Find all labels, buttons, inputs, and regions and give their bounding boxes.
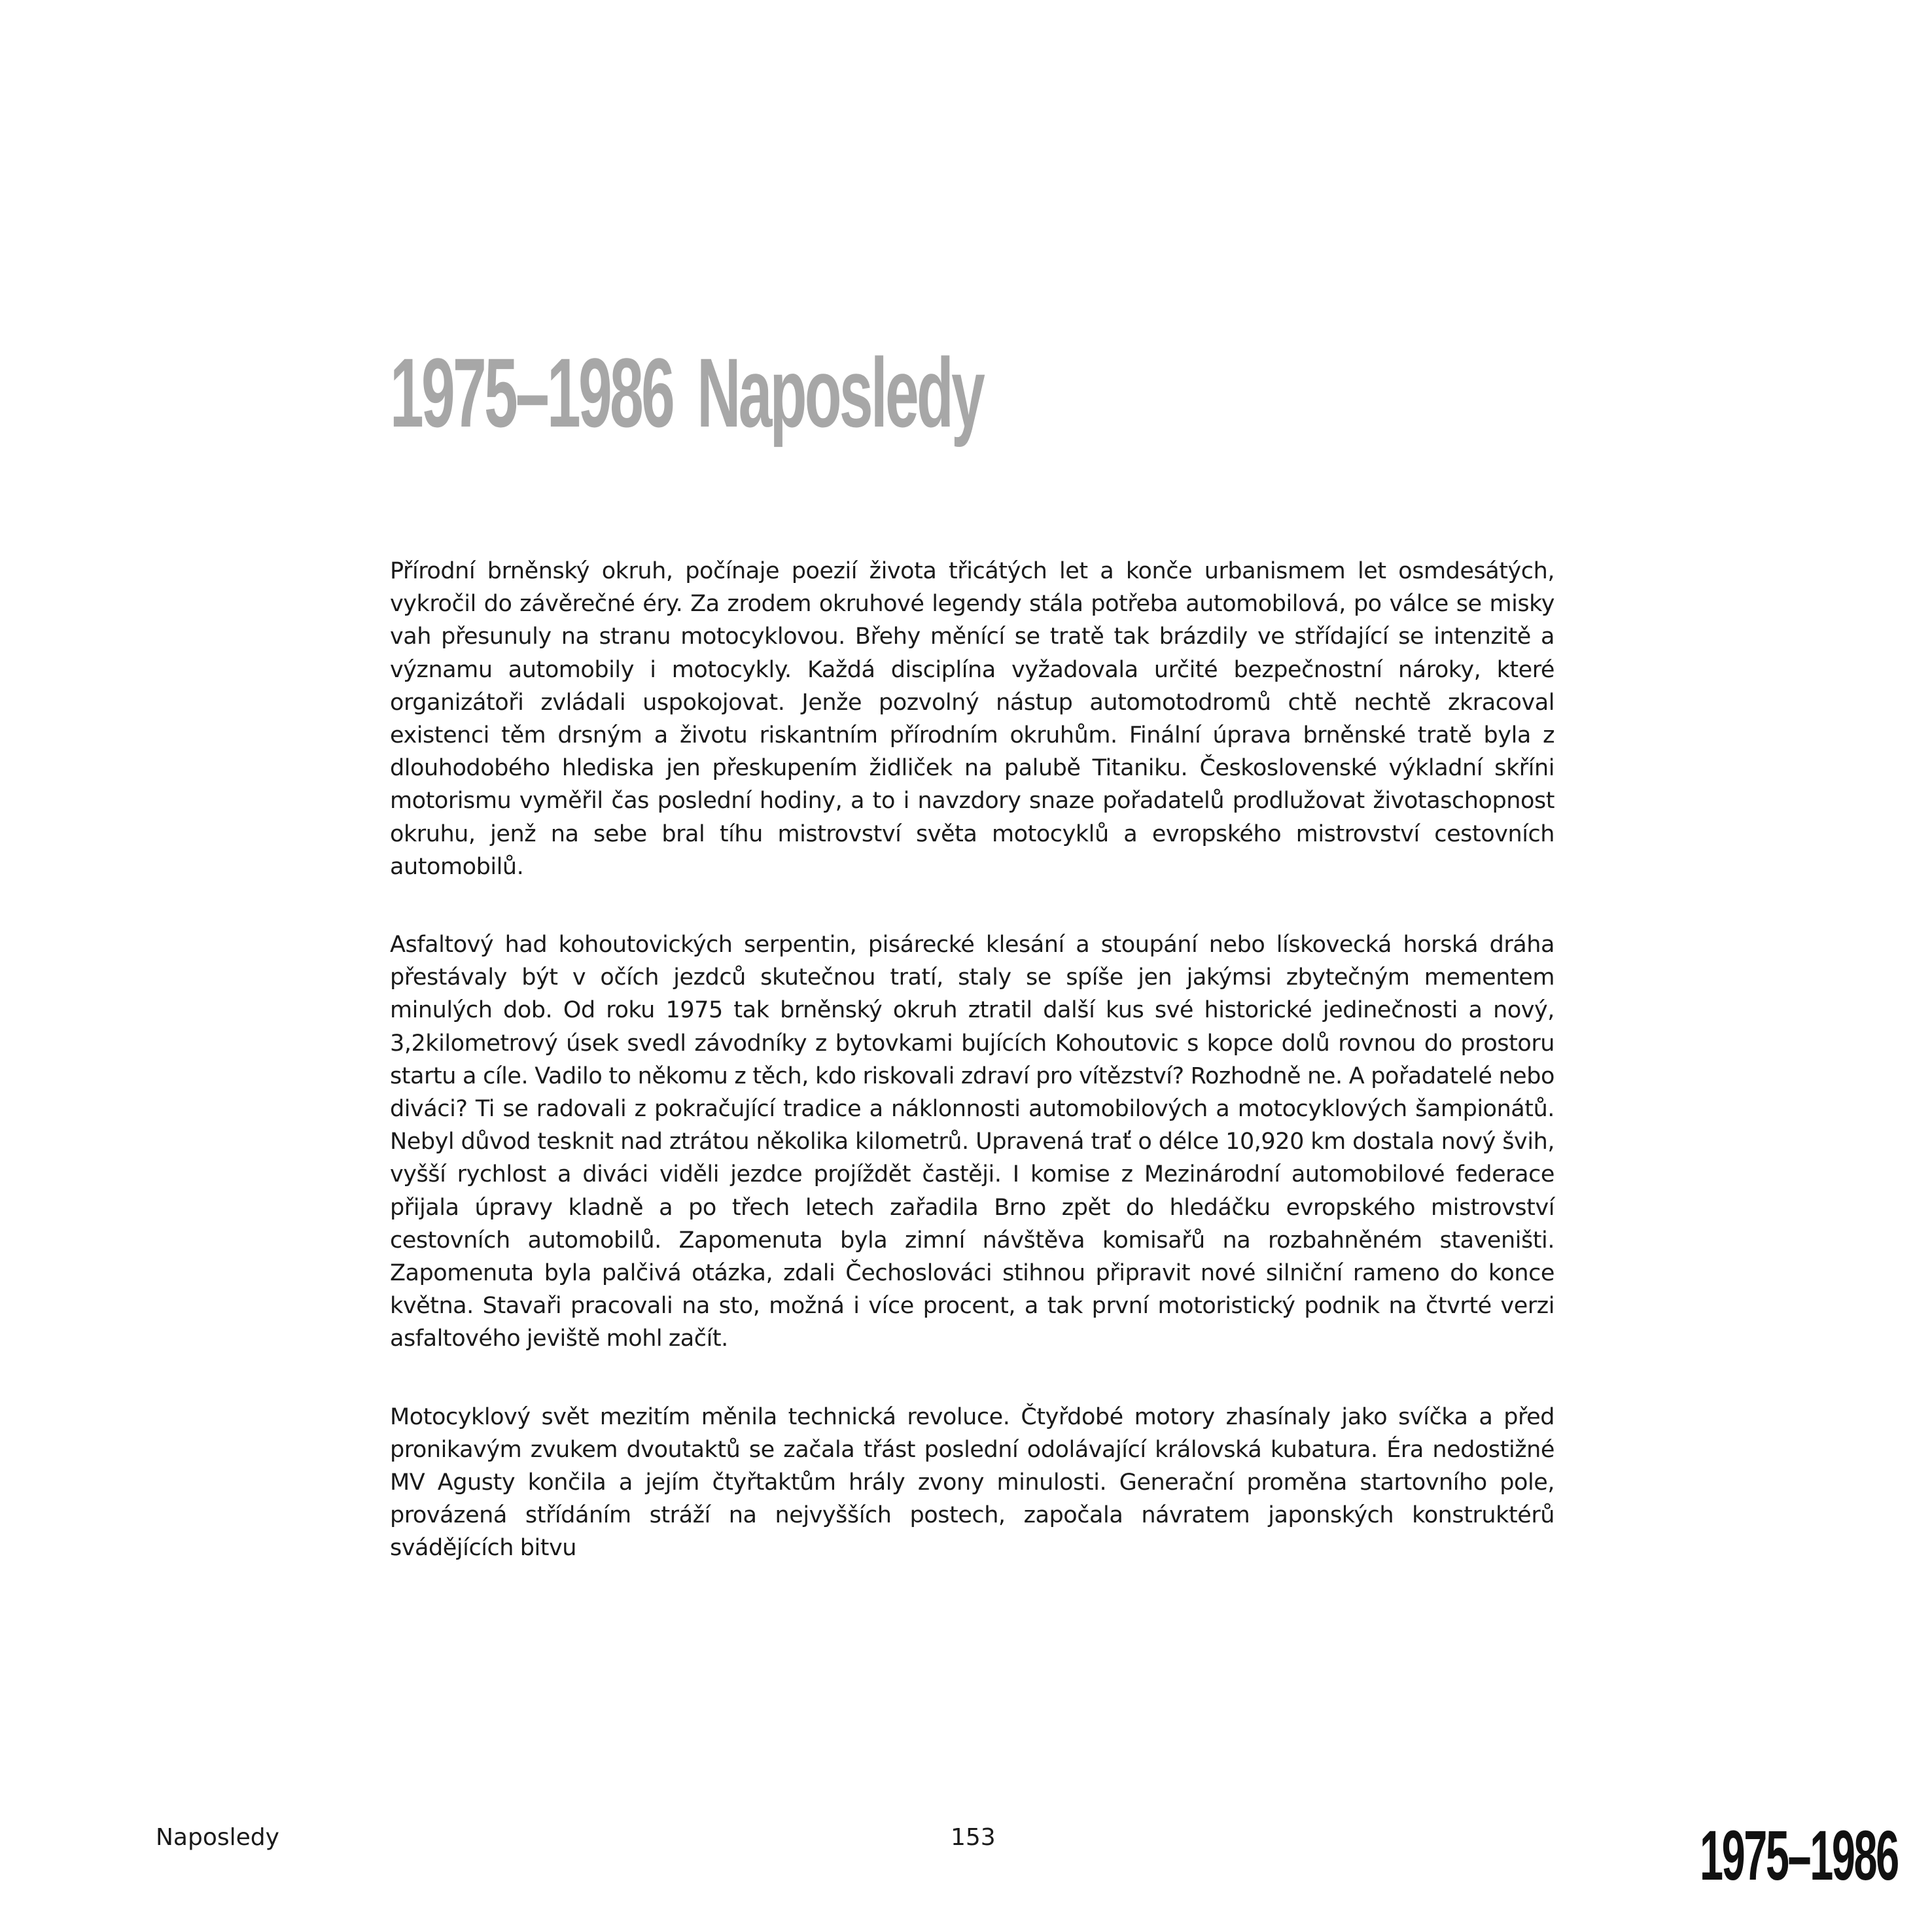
chapter-years: 1975–1986 bbox=[390, 338, 673, 448]
page-number: 153 bbox=[951, 1824, 996, 1851]
footer-years: 1975–1986 bbox=[1700, 1816, 1898, 1895]
paragraph-2: Asfaltový had kohoutovických serpentin, pisárecké klesání a stoupání nebo lískovecká horská dráha přestávaly být v očích jezdců skutečnou tratí, staly se spíše jen jakýmsi zbytečným mementem minulých dob. Od roku 1975 tak brněnský okruh ztratil další kus své historické jedinečnosti a nový, 3,2kilometrový úsek svedl závodníky z bytovkami bujících Kohoutovic s kopce dolů rovnou do prostoru startu a cíle. Vadilo to někomu z těch, kdo riskovali zdraví pro vítězství? Rozhodně ne. A pořadatelé nebo diváci? Ti se radovali z pokračující tradice a náklonnosti automobilových a motocyklových šampionátů. Nebyl důvod tesknit nad ztrátou několika kilometrů. Upravená trať o délce 10,920 km dostala nový švih, vyšší rychlost a diváci viděli jezdce projíždět častěji. I komise z Mezinárodní automobilové federace přijala úpravy kladně a po třech letech zařadila Brno zpět do hledáčku evropského mistrovství cestovních automobilů. Zapomenuta byla zimní návštěva komisařů na rozbahněném staveništi. Zapomenuta byla palčivá otázka, zdali Čechoslováci stihnou připravit nové silniční rameno do konce května. Stavaři pracovali na sto, možná i více procent, a tak první motoristický podnik na čtvrté verzi asfaltového jeviště mohl začít. bbox=[390, 932, 1554, 1352]
body-text bbox=[390, 555, 1554, 1565]
chapter-name: Naposledy bbox=[697, 338, 983, 448]
chapter-title bbox=[390, 337, 983, 448]
footer-section-name: Naposledy bbox=[156, 1824, 279, 1851]
paragraph-1: Přírodní brněnský okruh, počínaje poezií života třicátých let a konče urbanismem let osmdesátých, vykročil do závěrečné éry. Za zrodem okruhové legendy stála potřeba automobilová, po válce se misky vah přesunuly na stranu motocyklovou. Břehy měnící se tratě tak brázdily ve střídající se intenzitě a významu automobily i motocykly. Každá disciplína vyžadovala určité bezpečnostní nároky, které organizátoři zvládali uspokojovat. Jenže pozvolný nástup automotodromů chtě nechtě zkracoval existenci těm drsným a životu riskantním přírodním okruhům. Finální úprava brněnské tratě byla z dlouhodobého hlediska jen přeskupením židliček na palubě Titaniku. Československé výkladní skříni motorismu vyměřil čas poslední hodiny, a to i navzdory snaze pořadatelů prodlužovat životaschopnost okruhu, jenž na sebe bral tíhu mistrovství světa motocyklů a evropského mistrovství cestovních automobilů. bbox=[390, 558, 1554, 880]
paragraph-3: Motocyklový svět mezitím měnila technická revoluce. Čtyřdobé motory zhasínaly jako svíčka a před pronikavým zvukem dvoutaktů se začala třást poslední odolávající královská kubatura. Éra nedostižné MV Agusty končila a jejím čtyřtaktům hrály zvony minulosti. Generační proměna startovního pole, provázená střídáním stráží na nejvyšších postech, započala návratem japonských konstruktérů svádějících bitvu bbox=[390, 1403, 1554, 1562]
